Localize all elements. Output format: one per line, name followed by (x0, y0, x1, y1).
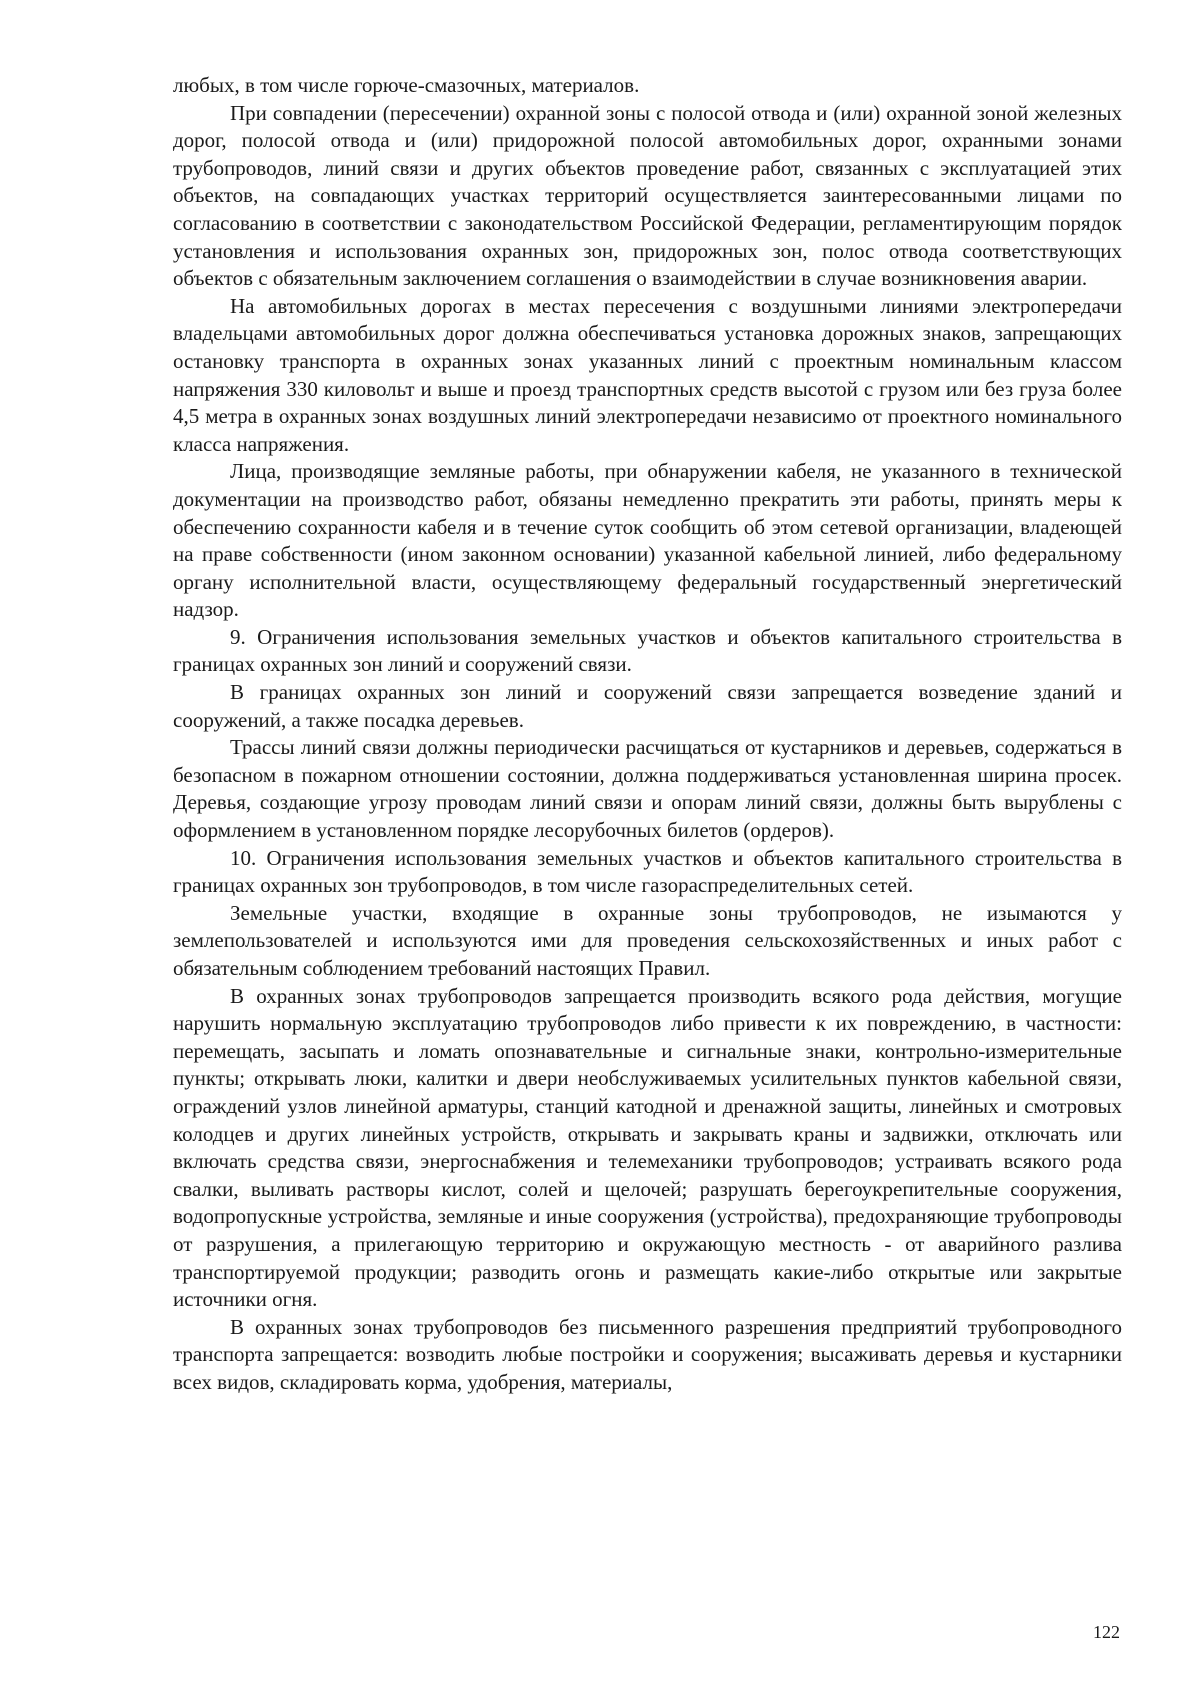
section-heading-10: 10. Ограничения использования земельных участков и объектов капитального строительства в границах охранных зон трубопроводов, в том числе газораспределительных сетей. (173, 845, 1122, 898)
paragraph-pipeline-prohibitions: В охранных зонах трубопроводов запрещается производить всякого рода действия, могущие нарушить нормальную эксплуатацию трубопроводов либо привести к их повреждению, в частности: перемещать, засыпать и ломать опознавательные и сигнальные знаки, контрольно-измерительные пункты; открывать люки, калитки и двери необслуживаемых усилительных пунктов кабельной связи, ограждений узлов линейной арматуры, станций катодной и дренажной защиты, линейных и смотровых колодцев и других линейных устройств, открывать и закрывать краны и задвижки, отключать или включать средства связи, энергоснабжения и телемеханики трубопроводов; устраивать всякого рода свалки, выливать растворы кислот, солей и щелочей; разрушать берегоукрепительные сооружения, водопропускные устройства, земляные и иные сооружения (устройства), предохраняющие трубопроводы от разрушения, а прилегающую территорию и окружающую местность - от аварийного разлива транспортируемой продукции; разводить огонь и размещать какие-либо открытые или закрытые источники огня. (173, 983, 1122, 1312)
paragraph-earthworks-cable: Лица, производящие земляные работы, при обнаружении кабеля, не указанного в технической документации на производство работ, обязаны немедленно прекратить эти работы, принять меры к обеспечению сохранности кабеля и в течение суток сообщить об этом сетевой организации, владеющей на праве собственности (ином законном основании) указанной кабельной линией, либо федеральному органу исполнительной власти, осуществляющему федеральный государственный энергетический надзор. (173, 459, 1122, 622)
section-heading-9: 9. Ограничения использования земельных участков и объектов капитального строительства в границах охранных зон линий и сооружений связи. (173, 624, 1122, 677)
paragraph-communication-zones: В границах охранных зон линий и сооружений связи запрещается возведение зданий и сооружений, а также посадка деревьев. (173, 680, 1122, 732)
page-number: 122 (1093, 1622, 1120, 1642)
paragraph-pipeline-permission: В охранных зонах трубопроводов без письменного разрешения предприятий трубопроводного транспорта запрещается: возводить любые постройки и сооружения; высаживать деревья и кустарники всех видов, складировать корма, удобрения, материалы, (173, 1314, 1122, 1394)
paragraph-road-signs: На автомобильных дорогах в местах пересечения с воздушными линиями электропередачи владельцами автомобильных дорог должна обеспечиваться установка дорожных знаков, запрещающих остановку транспорта в охранных зонах указанных линий с проектным номинальным классом напряжения 330 киловольт и выше и проезд транспортных средств высотой с грузом или без груза более 4,5 метра в охранных зонах воздушных линий электропередачи независимо от проектного номинального класса напряжения. (173, 293, 1122, 456)
paragraph-continuation: любых, в том числе горюче-смазочных, материалов. (173, 73, 640, 97)
paragraph-zone-intersection: При совпадении (пересечении) охранной зоны с полосой отвода и (или) охранной зоной железных дорог, полосой отвода и (или) придорожной полосой автомобильных дорог, охранными зонами трубопроводов, линий связи и других объектов проведение работ, связанных с эксплуатацией этих объектов, на совпадающих участках территорий осуществляется заинтересованными лицами по согласованию в соответствии с законодательством Российской Федерации, регламентирующим порядок установления и использования охранных зон, придорожных зон, полос отвода соответствующих объектов с обязательным заключением соглашения о взаимодействии в случае возникновения аварии. (173, 100, 1122, 291)
document-body (173, 72, 1122, 1397)
paragraph-communication-clearing: Трассы линий связи должны периодически расчищаться от кустарников и деревьев, содержаться в безопасном в пожарном отношении состоянии, должна поддерживаться установленная ширина просек. Деревья, создающие угрозу проводам линий связи и опорам линий связи, должны быть вырублены с оформлением в установленном порядке лесорубочных билетов (ордеров). (173, 735, 1122, 843)
paragraph-land-plots: Земельные участки, входящие в охранные зоны трубопроводов, не изымаются у землепользователей и используются ими для проведения сельскохозяйственных и иных работ с обязательным соблюдением требований настоящих Правил. (173, 900, 1122, 980)
